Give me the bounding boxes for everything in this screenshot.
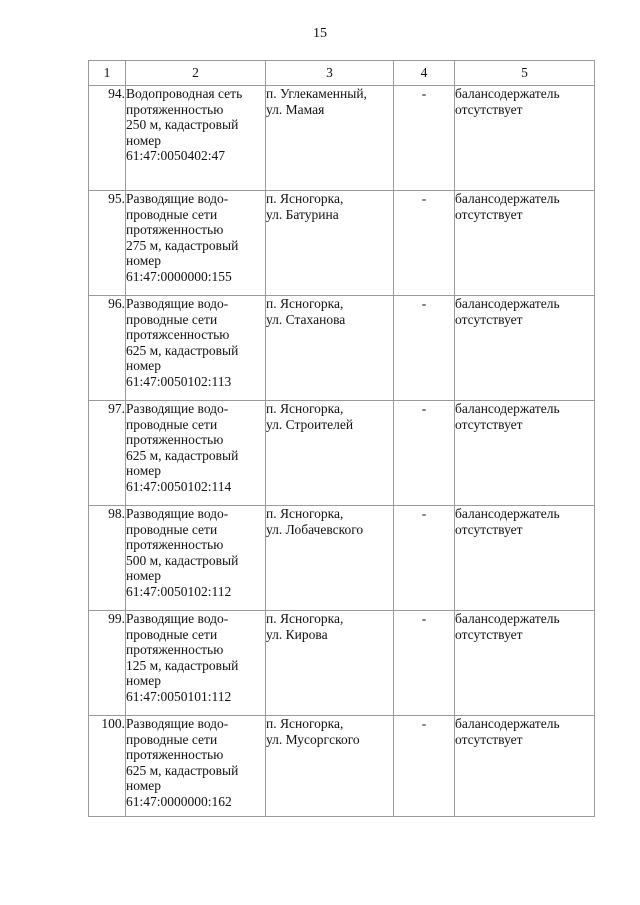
location-line: ул. Стаханова	[266, 311, 346, 327]
object-name-line: Разводящие водо-	[126, 611, 229, 626]
object-name-line: 125 м, кадастровый	[126, 657, 239, 673]
table-row	[89, 716, 595, 817]
object-name-line: протяженностью	[126, 747, 224, 762]
object-name-line: номер	[126, 358, 162, 373]
object-name-line: проводные сети	[126, 626, 218, 642]
owner-line: отсутствует	[455, 731, 523, 747]
table-row	[89, 296, 595, 401]
object-name-cell	[126, 86, 266, 191]
object-name-line: 61:47:0050101:112	[126, 688, 232, 704]
owner-line: балансодержатель	[455, 191, 560, 206]
location-line: п. Ясногорка,	[266, 191, 344, 206]
object-name-cell	[126, 716, 266, 817]
object-name-line: протяженностью	[126, 101, 224, 117]
object-name-line: Разводящие водо-	[126, 296, 229, 311]
row-number: 99.	[89, 611, 126, 716]
table-row	[89, 191, 595, 296]
header-cell: 1	[89, 61, 126, 86]
object-name-line: проводные сети	[126, 311, 218, 327]
object-name-line: номер	[126, 568, 162, 583]
object-name-cell	[126, 191, 266, 296]
owner-line: балансодержатель	[455, 506, 560, 521]
object-name-line: 625 м, кадастровый	[126, 762, 239, 778]
location-line: ул. Мамая	[266, 101, 325, 117]
owner-cell	[455, 506, 595, 611]
location-cell	[266, 86, 394, 191]
owner-line: отсутствует	[455, 101, 523, 117]
owner-line: отсутствует	[455, 206, 523, 222]
object-name-line: номер	[126, 132, 162, 148]
object-name-line: проводные сети	[126, 416, 218, 432]
object-name-line: протяженностью	[126, 432, 224, 447]
object-name-line: протяжсенностью	[126, 327, 230, 342]
table-body	[89, 86, 595, 817]
object-name-line: 61:47:0050402:47	[126, 148, 226, 163]
object-name-line: протяженностью	[126, 222, 224, 237]
table-row	[89, 86, 595, 191]
object-name-cell	[126, 611, 266, 716]
owner-line: балансодержатель	[455, 716, 560, 731]
header-cell: 2	[126, 61, 266, 86]
owner-line: балансодержатель	[455, 401, 560, 416]
object-name-line: 625 м, кадастровый	[126, 447, 239, 463]
owner-line: балансодержатель	[455, 296, 560, 311]
location-line: п. Ясногорка,	[266, 611, 344, 626]
owner-line: отсутствует	[455, 521, 523, 537]
location-cell	[266, 296, 394, 401]
owner-line: отсутствует	[455, 416, 523, 432]
location-cell	[266, 506, 394, 611]
object-name-line: протяженностью	[126, 642, 224, 657]
object-name-line: проводные сети	[126, 206, 218, 222]
object-name-line: 61:47:0050102:113	[126, 373, 232, 389]
object-name-line: проводные сети	[126, 731, 218, 747]
column-4-cell: -	[394, 86, 455, 191]
column-4-cell: -	[394, 506, 455, 611]
object-name-cell	[126, 506, 266, 611]
location-cell	[266, 191, 394, 296]
object-name-line: номер	[126, 253, 162, 268]
object-name-cell	[126, 401, 266, 506]
object-name-line: номер	[126, 463, 162, 478]
object-name-line: Разводящие водо-	[126, 191, 229, 206]
table-row	[89, 611, 595, 716]
owner-cell	[455, 86, 595, 191]
location-line: п. Ясногорка,	[266, 716, 344, 731]
object-name-line: протяженностью	[126, 537, 224, 552]
location-cell	[266, 401, 394, 506]
object-name-cell	[126, 296, 266, 401]
owner-cell	[455, 191, 595, 296]
location-line: ул. Строителей	[266, 416, 354, 432]
object-name-line: 275 м, кадастровый	[126, 237, 239, 253]
row-number: 95.	[89, 191, 126, 296]
object-name-line: Разводящие водо-	[126, 506, 229, 521]
object-name-line: 500 м, кадастровый	[126, 552, 239, 568]
location-line: п. Углекаменный,	[266, 86, 367, 101]
owner-cell	[455, 401, 595, 506]
object-name-line: номер	[126, 778, 162, 793]
table-row	[89, 401, 595, 506]
object-name-line: 61:47:0050102:114	[126, 478, 232, 494]
location-line: п. Ясногорка,	[266, 296, 344, 311]
object-name-line: Водопроводная сеть	[126, 86, 243, 101]
owner-line: балансодержатель	[455, 86, 560, 101]
owner-cell	[455, 716, 595, 817]
location-line: п. Ясногорка,	[266, 506, 344, 521]
column-4-cell: -	[394, 191, 455, 296]
object-name-line: 61:47:0000000:162	[126, 793, 232, 809]
object-name-line: 250 м, кадастровый	[126, 117, 239, 132]
table-row	[89, 506, 595, 611]
location-line: ул. Мусоргского	[266, 731, 360, 747]
row-number: 97.	[89, 401, 126, 506]
owner-cell	[455, 611, 595, 716]
location-line: ул. Лобачевского	[266, 521, 364, 537]
location-line: ул. Батурина	[266, 206, 339, 222]
location-line: п. Ясногорка,	[266, 401, 344, 416]
column-4-cell: -	[394, 296, 455, 401]
owner-line: отсутствует	[455, 626, 523, 642]
row-number: 96.	[89, 296, 126, 401]
object-name-line: номер	[126, 673, 162, 688]
column-4-cell: -	[394, 716, 455, 817]
page-number: 15	[313, 26, 327, 41]
column-4-cell: -	[394, 611, 455, 716]
header-row	[89, 61, 595, 86]
object-name-line: 61:47:0050102:112	[126, 583, 232, 599]
object-name-line: Разводящие водо-	[126, 716, 229, 731]
owner-cell	[455, 296, 595, 401]
row-number: 98.	[89, 506, 126, 611]
owner-line: отсутствует	[455, 311, 523, 327]
column-4-cell: -	[394, 401, 455, 506]
object-name-line: проводные сети	[126, 521, 218, 537]
location-cell	[266, 716, 394, 817]
header-cell: 4	[394, 61, 455, 86]
header-cell: 3	[266, 61, 394, 86]
object-name-line: 61:47:0000000:155	[126, 268, 232, 284]
property-table	[88, 60, 595, 817]
object-name-line: 625 м, кадастровый	[126, 342, 239, 358]
object-name-line: Разводящие водо-	[126, 401, 229, 416]
row-number: 100.	[89, 716, 126, 817]
location-cell	[266, 611, 394, 716]
location-line: ул. Кирова	[266, 626, 328, 642]
header-cell: 5	[455, 61, 595, 86]
row-number: 94.	[89, 86, 126, 191]
owner-line: балансодержатель	[455, 611, 560, 626]
